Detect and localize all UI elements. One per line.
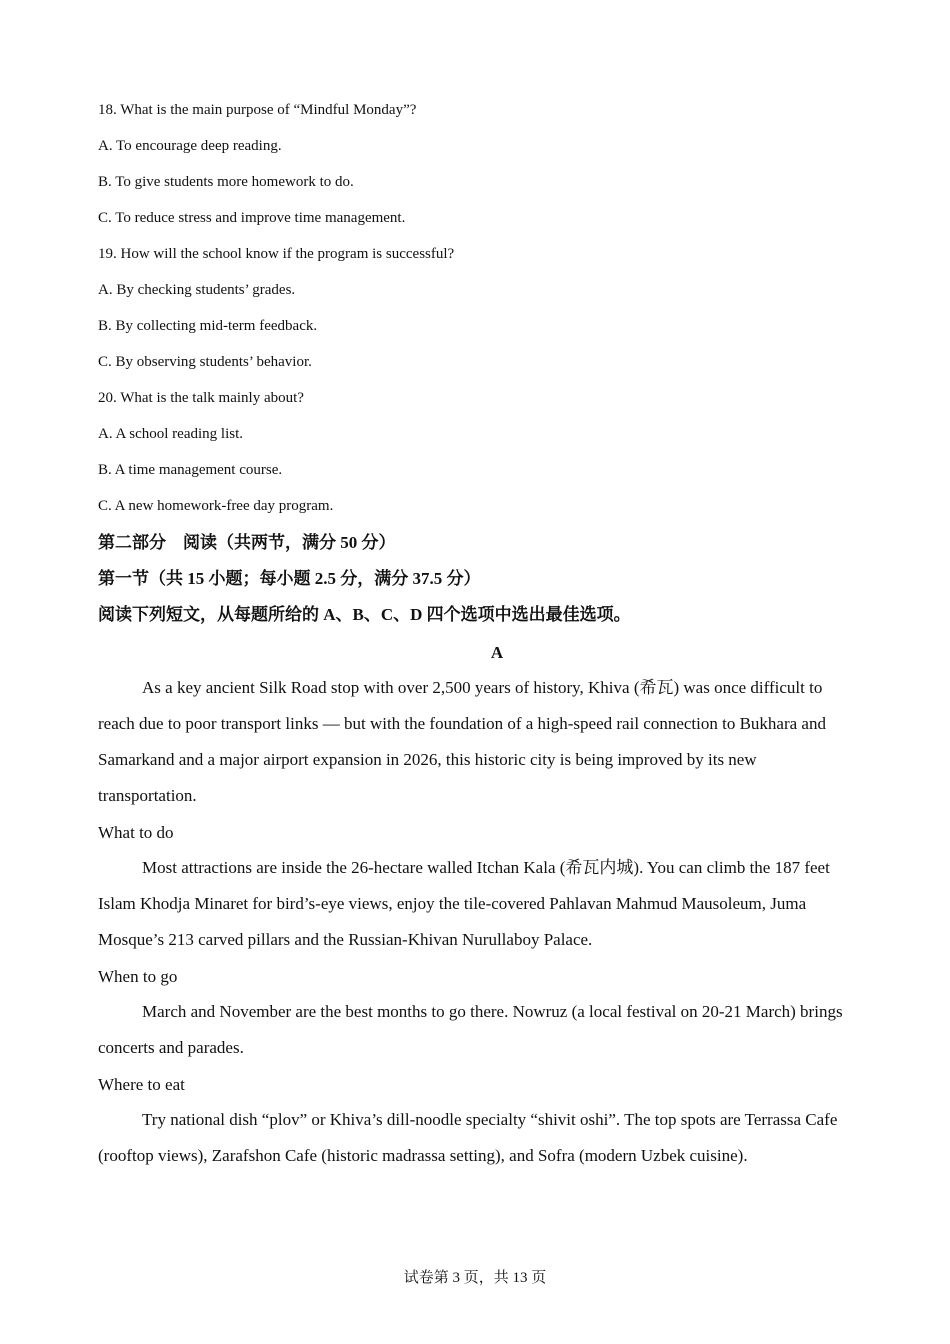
option-20-b: B. A time management course. <box>98 462 283 478</box>
option-18-c: C. To reduce stress and improve time management. <box>98 210 406 226</box>
section-title: 第一节（共 15 小题；每小题 2.5 分，满分 37.5 分） <box>98 569 481 588</box>
option-20-a: A. A school reading list. <box>98 426 243 442</box>
passage-label: A <box>490 643 504 662</box>
when-to-go-heading: When to go <box>98 967 178 986</box>
option-19-c: C. By observing students’ behavior. <box>98 354 312 370</box>
where-to-eat-paragraph: Try national dish “plov” or Khiva’s dill-noodle specialty “shivit oshi”. The top spots are Terrassa Cafe (rooftop views), Zarafshon Cafe (historic madrassa setting), and Sofra (modern Uzbek cuisine). <box>98 1110 838 1165</box>
option-19-b: B. By collecting mid-term feedback. <box>98 318 318 334</box>
option-18-a: A. To encourage deep reading. <box>98 138 282 154</box>
question-20: 20. What is the talk mainly about? <box>98 390 304 406</box>
option-20-c: C. A new homework-free day program. <box>98 498 334 514</box>
question-19: 19. How will the school know if the program is successful? <box>98 246 455 262</box>
option-19-a: A. By checking students’ grades. <box>98 282 296 298</box>
what-to-do-heading: What to do <box>98 823 174 842</box>
where-to-eat-heading: Where to eat <box>98 1075 185 1094</box>
question-18: 18. What is the main purpose of “Mindful Monday”? <box>98 102 417 118</box>
instruction: 阅读下列短文，从每题所给的 A、B、C、D 四个选项中选出最佳选项。 <box>98 605 631 624</box>
intro-paragraph: As a key ancient Silk Road stop with over 2,500 years of history, Khiva (希瓦) was once difficult to reach due to poor transport links — but with the foundation of a high-speed rail connection to Bukhara and Samarkand and a major airport expansion in 2026, this historic city is being improved by its new transportation. <box>98 678 826 805</box>
part-title: 第二部分 阅读（共两节，满分 50 分） <box>98 533 396 552</box>
when-to-go-paragraph: March and November are the best months to go there. Nowruz (a local festival on 20-21 March) brings concerts and parades. <box>98 1002 843 1057</box>
what-to-do-paragraph: Most attractions are inside the 26-hectare walled Itchan Kala (希瓦内城). You can climb the 187 feet Islam Khodja Minaret for bird’s-eye views, enjoy the tile-covered Pahlavan Mahmud Mausoleum, Juma Mosque’s 213 carved pillars and the Russian-Khivan Nurullaboy Palace. <box>98 858 830 949</box>
option-18-b: B. To give students more homework to do. <box>98 174 354 190</box>
page-footer: 试卷第 3 页，共 13 页 <box>403 1270 547 1286</box>
